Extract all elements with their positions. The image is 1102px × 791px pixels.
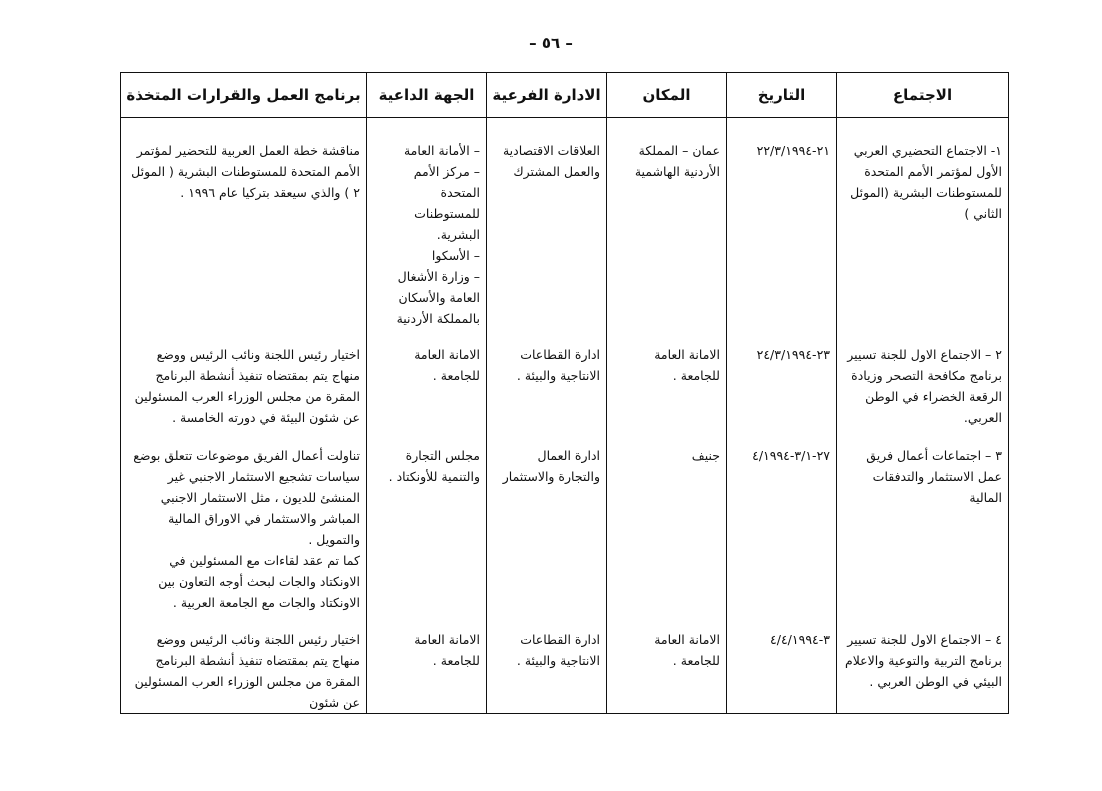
cell-date: ٣-٤/٤/١٩٩٤ <box>727 613 837 714</box>
header-row <box>121 73 1009 118</box>
cell-program: اختيار رئيس اللجنة ونائب الرئيس ووضع منهاج يتم بمقتضاه تنفيذ أنشطة البرنامج المقرة من مجلس الوزراء العرب المسئولين عن شئون <box>121 613 367 714</box>
cell-program: اختيار رئيس اللجنة ونائب الرئيس ووضع منهاج يتم بمقتضاه تنفيذ أنشطة البرنامج المقرة من مجلس الوزراء العرب المسئولين عن شئون البيئة في دورته الخامسة . <box>121 336 367 433</box>
header-meeting: الاجتماع <box>837 73 1009 118</box>
table-row <box>121 433 1009 613</box>
cell-place: جنيف <box>607 433 727 613</box>
meetings-table <box>120 72 1009 714</box>
cell-date: ٢٧-٣/١-٤/١٩٩٤ <box>727 433 837 613</box>
cell-inviting-party: – الأمانة العامة – مركز الأمم المتحدة للمستوطنات البشرية. – الأسكوا – وزارة الأشغال العامة والأسكان بالمملكة الأردنية <box>367 118 487 337</box>
cell-meeting: ٤ – الاجتماع الاول للجنة تسيير برنامج التربية والتوعية والاعلام البيئي في الوطن العربي . <box>837 613 1009 714</box>
cell-date: ٢٣-٢٤/٣/١٩٩٤ <box>727 336 837 433</box>
cell-department: ادارة العمال والتجارة والاستثمار <box>487 433 607 613</box>
cell-meeting: ٣ – اجتماعات أعمال فريق عمل الاستثمار والتدفقات المالية <box>837 433 1009 613</box>
header-date: التاريخ <box>727 73 837 118</box>
cell-program: تناولت أعمال الفريق موضوعات تتعلق بوضع سياسات تشجيع الاستثمار الاجنبي غير المنشئ للديون ، مثل الاستثمار الاجنبي المباشر والاستثمار في الاوراق المالية والتمويل . كما تم عقد لقاءات مع المسئولين في الاونكتاد والجات لبحث أوجه التعاون بين الاونكتاد والجات مع الجامعة العربية . <box>121 433 367 613</box>
cell-place: عمان – المملكة الأردنية الهاشمية <box>607 118 727 337</box>
table-row <box>121 118 1009 337</box>
cell-date: ٢١-٢٢/٣/١٩٩٤ <box>727 118 837 337</box>
header-program: برنامج العمل والقرارات المتخذة <box>121 73 367 118</box>
cell-inviting-party: الامانة العامة للجامعة . <box>367 613 487 714</box>
table-row <box>121 336 1009 433</box>
cell-department: ادارة القطاعات الانتاجية والبيئة . <box>487 613 607 714</box>
cell-place: الامانة العامة للجامعة . <box>607 336 727 433</box>
header-inviting-party: الجهة الداعية <box>367 73 487 118</box>
cell-program: مناقشة خطة العمل العربية للتحضير لمؤتمر الأمم المتحدة للمستوطنات البشرية ( الموئل ٢ ) والذي سيعقد بتركيا عام ١٩٩٦ . <box>121 118 367 337</box>
cell-department: ادارة القطاعات الانتاجية والبيئة . <box>487 336 607 433</box>
cell-inviting-party: مجلس التجارة والتنمية للأونكتاد . <box>367 433 487 613</box>
header-place: المكان <box>607 73 727 118</box>
page-number: – ٥٦ – <box>529 34 573 52</box>
table-row <box>121 613 1009 714</box>
cell-meeting: ٢ – الاجتماع الاول للجنة تسيير برنامج مكافحة التصحر وزيادة الرقعة الخضراء في الوطن العربي. <box>837 336 1009 433</box>
cell-place: الامانة العامة للجامعة . <box>607 613 727 714</box>
header-department: الادارة الفرعية <box>487 73 607 118</box>
cell-inviting-party: الامانة العامة للجامعة . <box>367 336 487 433</box>
cell-meeting: ١- الاجتماع التحضيري العربي الأول لمؤتمر الأمم المتحدة للمستوطنات البشرية (الموئل الثاني ) <box>837 118 1009 337</box>
cell-department: العلاقات الاقتصادية والعمل المشترك <box>487 118 607 337</box>
